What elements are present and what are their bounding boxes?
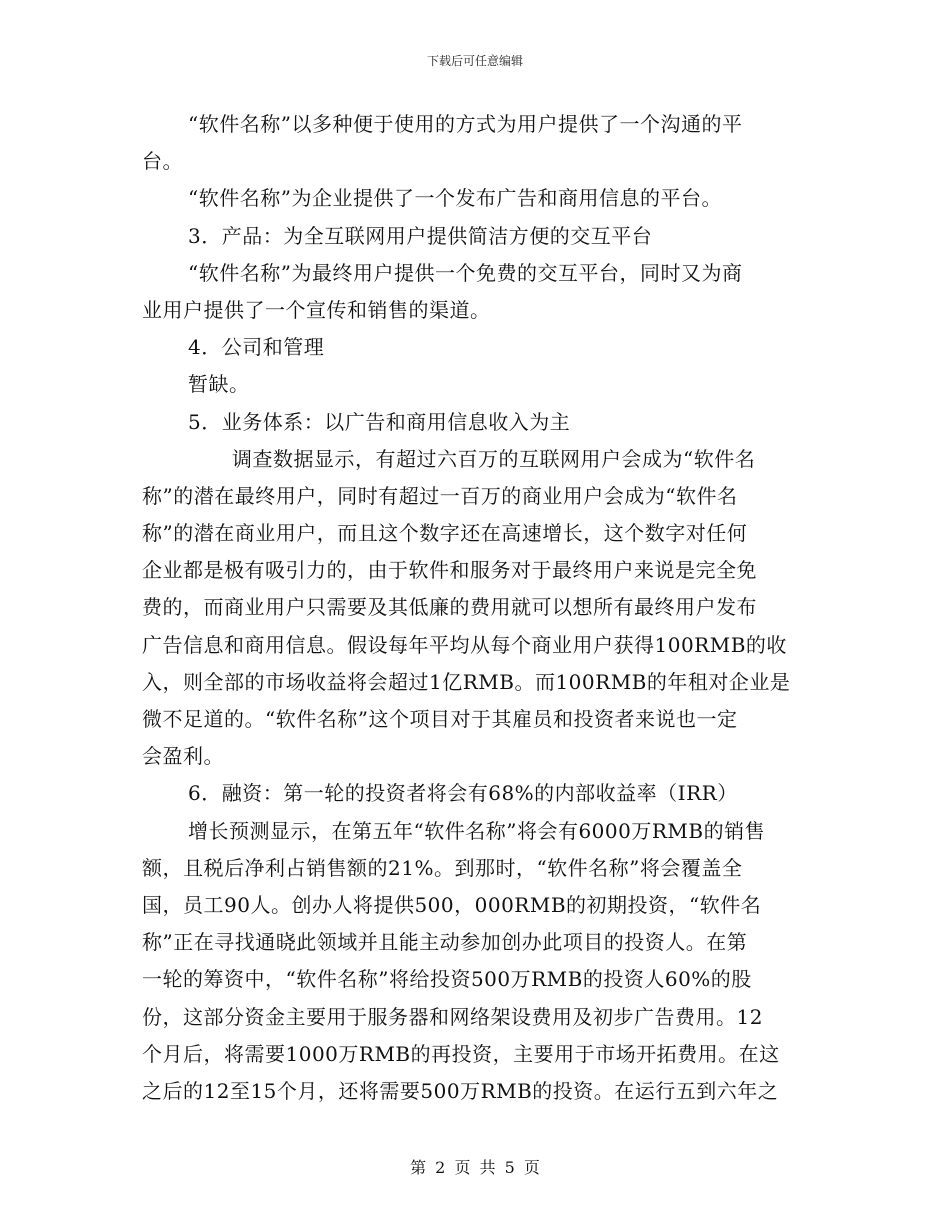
text-line: 之后的12至15个月，还将需要500万RMB的投资。在运行五到六年之 bbox=[142, 1078, 779, 1103]
text-line: 费的，而商业用户只需要及其低廉的费用就可以想所有最终用户发布 bbox=[142, 595, 757, 620]
text-line: 份，这部分资金主要用于服务器和网络架设费用及初步广告费用。12 bbox=[142, 1004, 763, 1029]
text-line: 入，则全部的市场收益将会超过1亿RMB。而100RMB的年租对企业是 bbox=[142, 669, 791, 694]
page-footer: 第 2 页 共 5 页 bbox=[410, 1158, 540, 1177]
text-line: 广告信息和商用信息。假设每年平均从每个商业用户获得100RMB的收 bbox=[142, 632, 787, 657]
text-line: “软件名称”为企业提供了一个发布广告和商用信息的平台。 bbox=[188, 186, 722, 211]
text-line: 企业都是极有吸引力的，由于软件和服务对于最终用户来说是完全免 bbox=[142, 558, 757, 583]
text-line: 一轮的筹资中，“软件名称”将给投资500万RMB的投资人60%的股 bbox=[142, 967, 752, 992]
text-line: “软件名称”以多种便于使用的方式为用户提供了一个沟通的平 bbox=[188, 112, 743, 136]
text-line: 增长预测显示，在第五年“软件名称”将会有6000万RMB的销售 bbox=[188, 818, 766, 843]
text-line: 额，且税后净利占销售额的21%。到那时，“软件名称”将会覆盖全 bbox=[142, 855, 743, 880]
text-line: 国，员工90人。创办人将提供500，000RMB的初期投资，“软件名 bbox=[142, 892, 762, 917]
text-line: 微不足道的。“软件名称”这个项目对于其雇员和投资者来说也一定 bbox=[142, 707, 738, 731]
page-header: 下载后可任意编辑 bbox=[426, 54, 523, 68]
text-line: 称”正在寻找通晓此领域并且能主动参加创办此项目的投资人。在第 bbox=[142, 930, 748, 955]
text-line: 暂缺。 bbox=[188, 372, 250, 397]
text-line: 个月后，将需要1000万RMB的再投资，主要用于市场开拓费用。在这 bbox=[142, 1041, 780, 1066]
text-line: 调查数据显示，有超过六百万的互联网用户会成为“软件名 bbox=[232, 446, 756, 471]
document-body bbox=[142, 106, 807, 1110]
text-line: 称”的潜在最终用户，同时有超过一百万的商业用户会成为“软件名 bbox=[142, 483, 738, 508]
text-line: 业用户提供了一个宣传和销售的渠道。 bbox=[142, 297, 491, 322]
text-line: 会盈利。 bbox=[142, 744, 224, 769]
text-line: 6．融资：第一轮的投资者将会有68%的内部收益率（IRR） bbox=[188, 781, 738, 806]
text-line: “软件名称”为最终用户提供一个免费的交互平台，同时又为商 bbox=[188, 260, 743, 285]
text-line: 4．公司和管理 bbox=[188, 335, 325, 360]
text-line: 5．业务体系：以广告和商用信息收入为主 bbox=[188, 409, 571, 434]
text-line: 称”的潜在商业用户，而且这个数字还在高速增长，这个数字对任何 bbox=[142, 521, 748, 546]
text-line: 3．产品：为全互联网用户提供简洁方便的交互平台 bbox=[188, 223, 653, 248]
text-line: 台。 bbox=[142, 149, 183, 174]
